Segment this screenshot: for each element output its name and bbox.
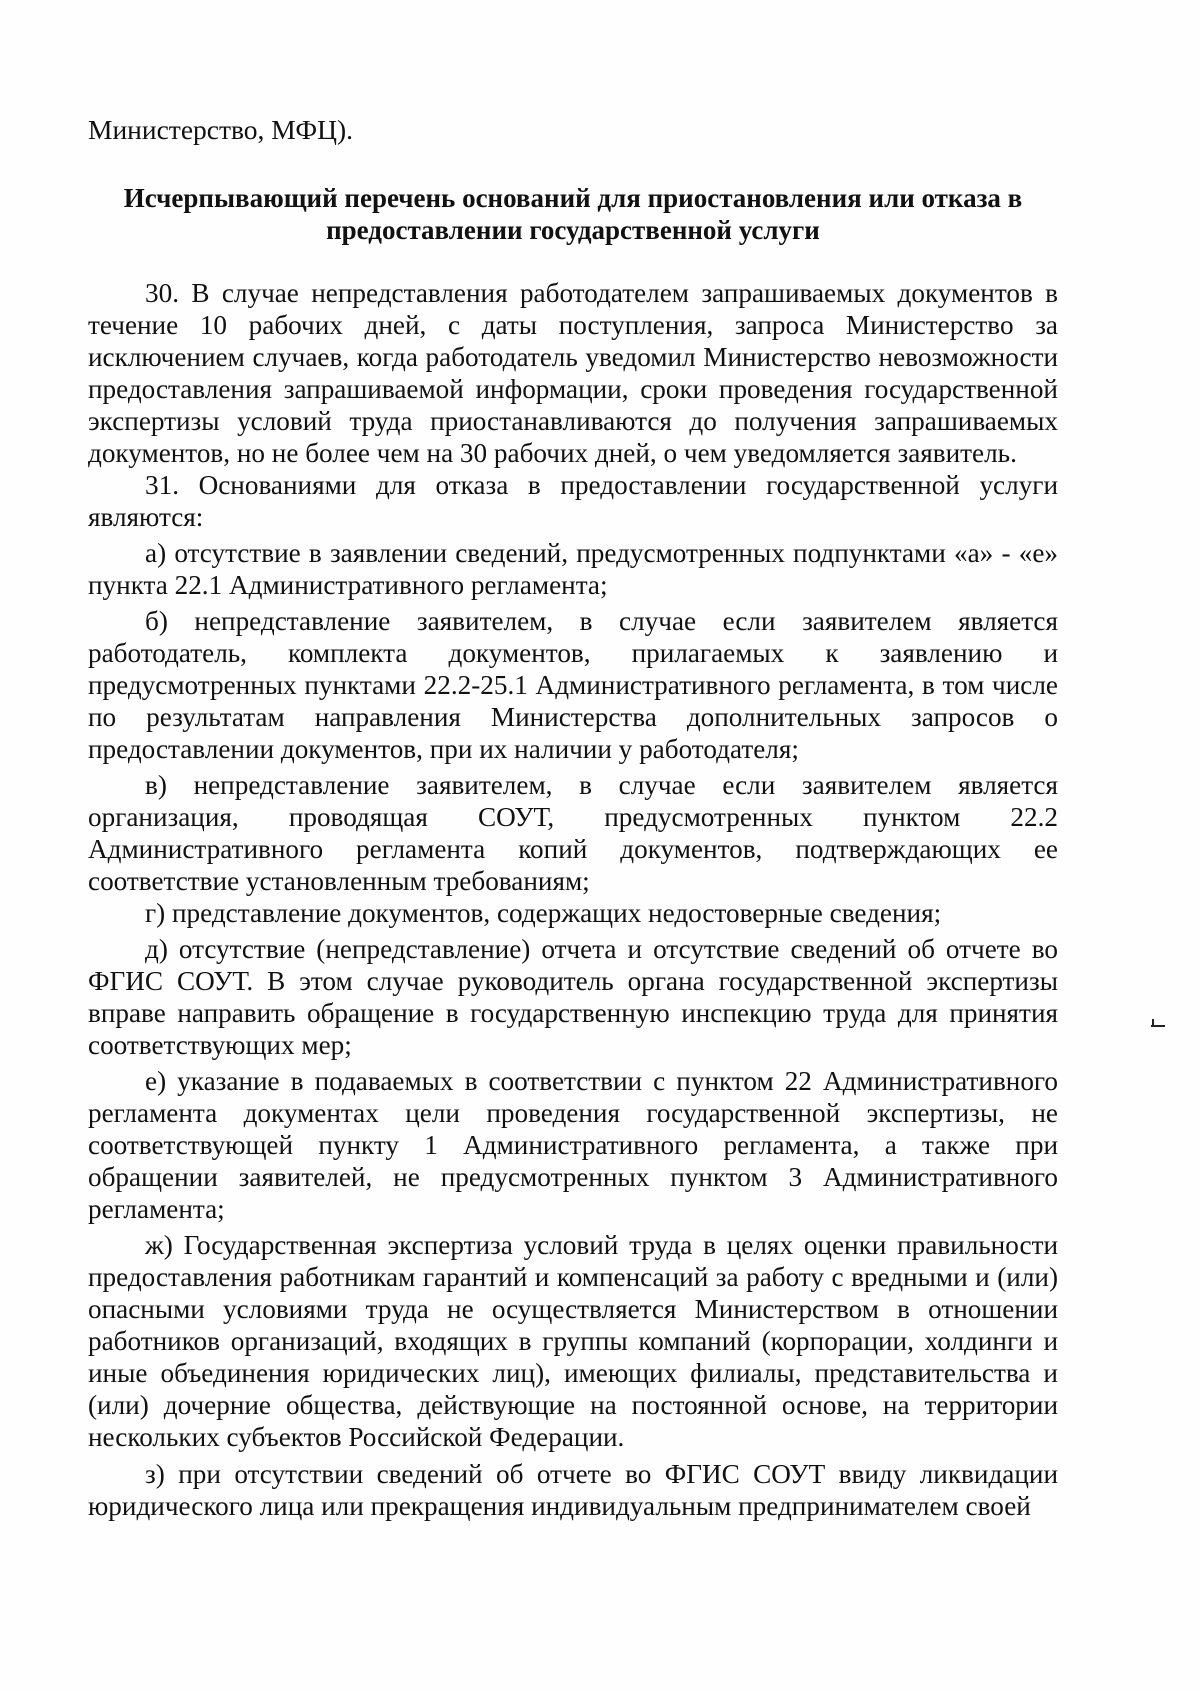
subparagraph-zh: ж) Государственная экспертиза условий труда в целях оценки правильности предоставления работникам гарантий и компенсаций за работу с вредными и (или) опасными условиями труда не осуществляется Министерством в отношении работников организаций, входящих в группы компаний (корпорации, холдинги и иные объединения юридических лиц), имеющих филиалы, представительства и (или) дочерние общества, действующие на постоянной основе, на территории нескольких субъектов Российской Федерации.: [88, 1230, 1058, 1452]
subparagraph-b: б) непредставление заявителем, в случае если заявителем является работодатель, комплекта документов, прилагаемых к заявлению и предусмотренных пунктами 22.2-25.1 Административного регламента, в том числе по результатам направления Министерства дополнительных запросов о предоставлении документов, при их наличии у работодателя;: [88, 606, 1058, 764]
document-body: [88, 277, 1058, 1522]
subparagraph-e: е) указание в подаваемых в соответствии с пунктом 22 Административного регламента документах цели проведения государственной экспертизы, не соответствующей пункту 1 Административного регламента, а также при обращении заявителей, не предусмотренных пунктом 3 Административного регламента;: [88, 1066, 1058, 1224]
subparagraph-a: а) отсутствие в заявлении сведений, предусмотренных подпунктами «а» - «е» пункта 22.1 Административного регламента;: [88, 538, 1058, 600]
subparagraph-d: д) отсутствие (непредставление) отчета и отсутствие сведений об отчете во ФГИС СОУТ. В этом случае руководитель органа государственной экспертизы вправе направить обращение в государственную инспекцию труда для принятия соответствующих мер;: [88, 934, 1058, 1060]
paragraph-31: 31. Основаниями для отказа в предоставлении государственной услуги являются:: [88, 470, 1058, 532]
subparagraph-g: г) представление документов, содержащих недостоверные сведения;: [145, 898, 942, 928]
margin-mark: [1151, 1025, 1165, 1027]
subparagraph-z: з) при отсутствии сведений об отчете во ФГИС СОУТ ввиду ликвидации юридического лица или прекращения индивидуальным предпринимателем своей: [88, 1459, 1058, 1521]
subparagraph-v: в) непредставление заявителем, в случае если заявителем является организация, проводящая СОУТ, предусмотренных пунктом 22.2 Административного регламента копий документов, подтверждающих ее соответствие установленным требованиям;: [88, 770, 1058, 896]
paragraph-30: 30. В случае непредставления работодателем запрашиваемых документов в течение 10 рабочих дней, с даты поступления, запроса Министерство за исключением случаев, когда работодатель уведомил Министерство невозможности предоставления запрашиваемой информации, сроки проведения государственной экспертизы условий труда приостанавливаются до получения запрашиваемых документов, но не более чем на 30 рабочих дней, о чем уведомляется заявитель.: [88, 278, 1058, 468]
section-title: Исчерпывающий перечень оснований для приостановления или отказа в предоставлении государственной услуги: [123, 183, 1023, 245]
intro-line: Министерство, МФЦ).: [88, 114, 354, 145]
